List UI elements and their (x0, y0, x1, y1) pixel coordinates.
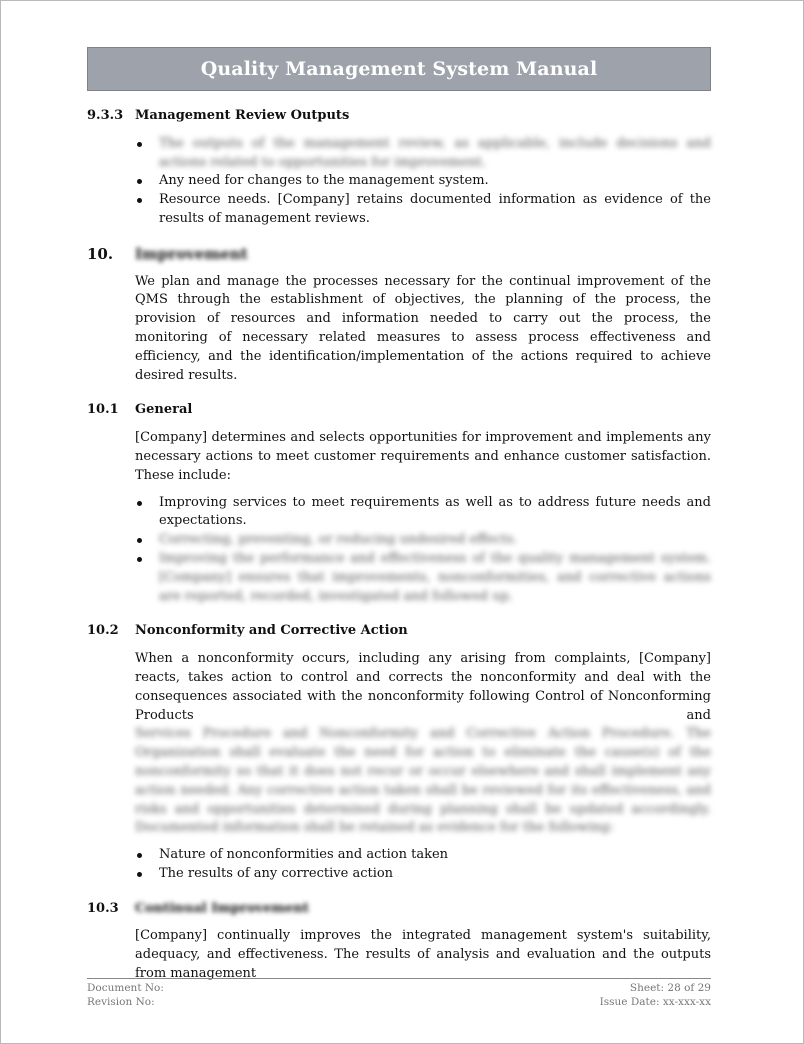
section-heading (87, 401, 711, 420)
bullet-list (135, 494, 711, 607)
bullet-icon (135, 494, 159, 532)
section-number: 10.1 (87, 402, 119, 418)
bullet-icon (135, 550, 159, 606)
issue-date: Issue Date: xx-xxx-xx (599, 996, 711, 1008)
section-number: 10.3 (87, 900, 119, 916)
paragraph: We plan and manage the processes necessary for the continual improvement of the QMS through the establishment of objectives, the planning of the process, the provision of resources and information needed to carry out the process, the monitoring of necessary related measures to assess process effectiveness and efficiency, and the identification/implementation of the actions required to achieve desired results. (135, 273, 711, 383)
section-number: 10.2 (87, 623, 119, 639)
bullet-icon (135, 846, 159, 865)
bullet-icon (135, 135, 159, 173)
section-title: General (135, 402, 193, 418)
section-10-1 (87, 401, 711, 606)
section-title: Nonconformity and Corrective Action (135, 623, 408, 639)
bullet-list (135, 846, 711, 884)
page-footer (87, 978, 711, 1009)
list-item: Resource needs. [Company] retains documented information as evidence of the results of management reviews. (135, 191, 711, 229)
list-item: The results of any corrective action (135, 865, 711, 884)
document-number-label: Document No: (87, 982, 164, 994)
section-number: 10. (87, 244, 114, 263)
list-item: The outputs of the management review, as applicable, include decisions and actions related to opportunities for improvement. (135, 135, 711, 173)
bullet-icon (135, 865, 159, 884)
list-item: Improving the performance and effectiveness of the quality management system. [Company] ensures that improvements, nonconformities, and corrective actions are reported, recorded, investigated and followed up. (135, 550, 711, 606)
paragraph: When a nonconformity occurs, including any arising from complaints, [Company] reacts, takes action to control and corrects the nonconformity and deal with the consequences associated with the nonconformity following Control of Nonconforming Products and (135, 651, 711, 723)
sheet-number: Sheet: 28 of 29 (629, 982, 711, 994)
list-item: Improving services to meet requirements as well as to address future needs and expectations. (135, 494, 711, 532)
list-item: Nature of nonconformities and action taken (135, 846, 711, 865)
paragraph: [Company] continually improves the integrated management system's suitability, adequacy, and effectiveness. The results of analysis and evaluation and the outputs from management (135, 928, 711, 982)
bullet-icon (135, 172, 159, 191)
paragraph-blurred: Services Procedure and Nonconformity and Corrective Action Procedure. The Organization shall evaluate the need for action to eliminate the cause(s) of the nonconformity so that it does not recur or occur elsewhere and shall implement any action needed. Any corrective action taken shall be reviewed for its effectiveness, and risks and opportunities determined during planning shall be updated accordingly. Documented information shall be retained as evidence for the following: (135, 726, 711, 836)
list-item: Correcting, preventing, or reducing undesired effects. (135, 531, 711, 550)
section-heading (87, 107, 711, 126)
section-title: Continual Improvement (135, 900, 309, 916)
bullet-icon (135, 531, 159, 550)
section-title: Improvement (135, 244, 248, 263)
paragraph: [Company] determines and selects opportunities for improvement and implements any necessary actions to meet customer requirements and enhance customer satisfaction. These include: (135, 430, 711, 483)
section-number: 9.3.3 (87, 108, 124, 123)
section-heading (87, 900, 711, 919)
section-10-2 (87, 622, 711, 883)
document-title: Quality Management System Manual (87, 47, 711, 91)
bullet-icon (135, 191, 159, 229)
document-body (87, 107, 711, 1000)
bullet-list (135, 135, 711, 229)
section-heading (87, 622, 711, 641)
section-9-3-3 (87, 107, 711, 229)
section-10-3 (87, 900, 711, 984)
section-title: Management Review Outputs (135, 108, 350, 123)
section-heading (87, 245, 711, 264)
list-item: Any need for changes to the management system. (135, 172, 711, 191)
revision-number-label: Revision No: (87, 996, 155, 1008)
section-10 (87, 245, 711, 386)
